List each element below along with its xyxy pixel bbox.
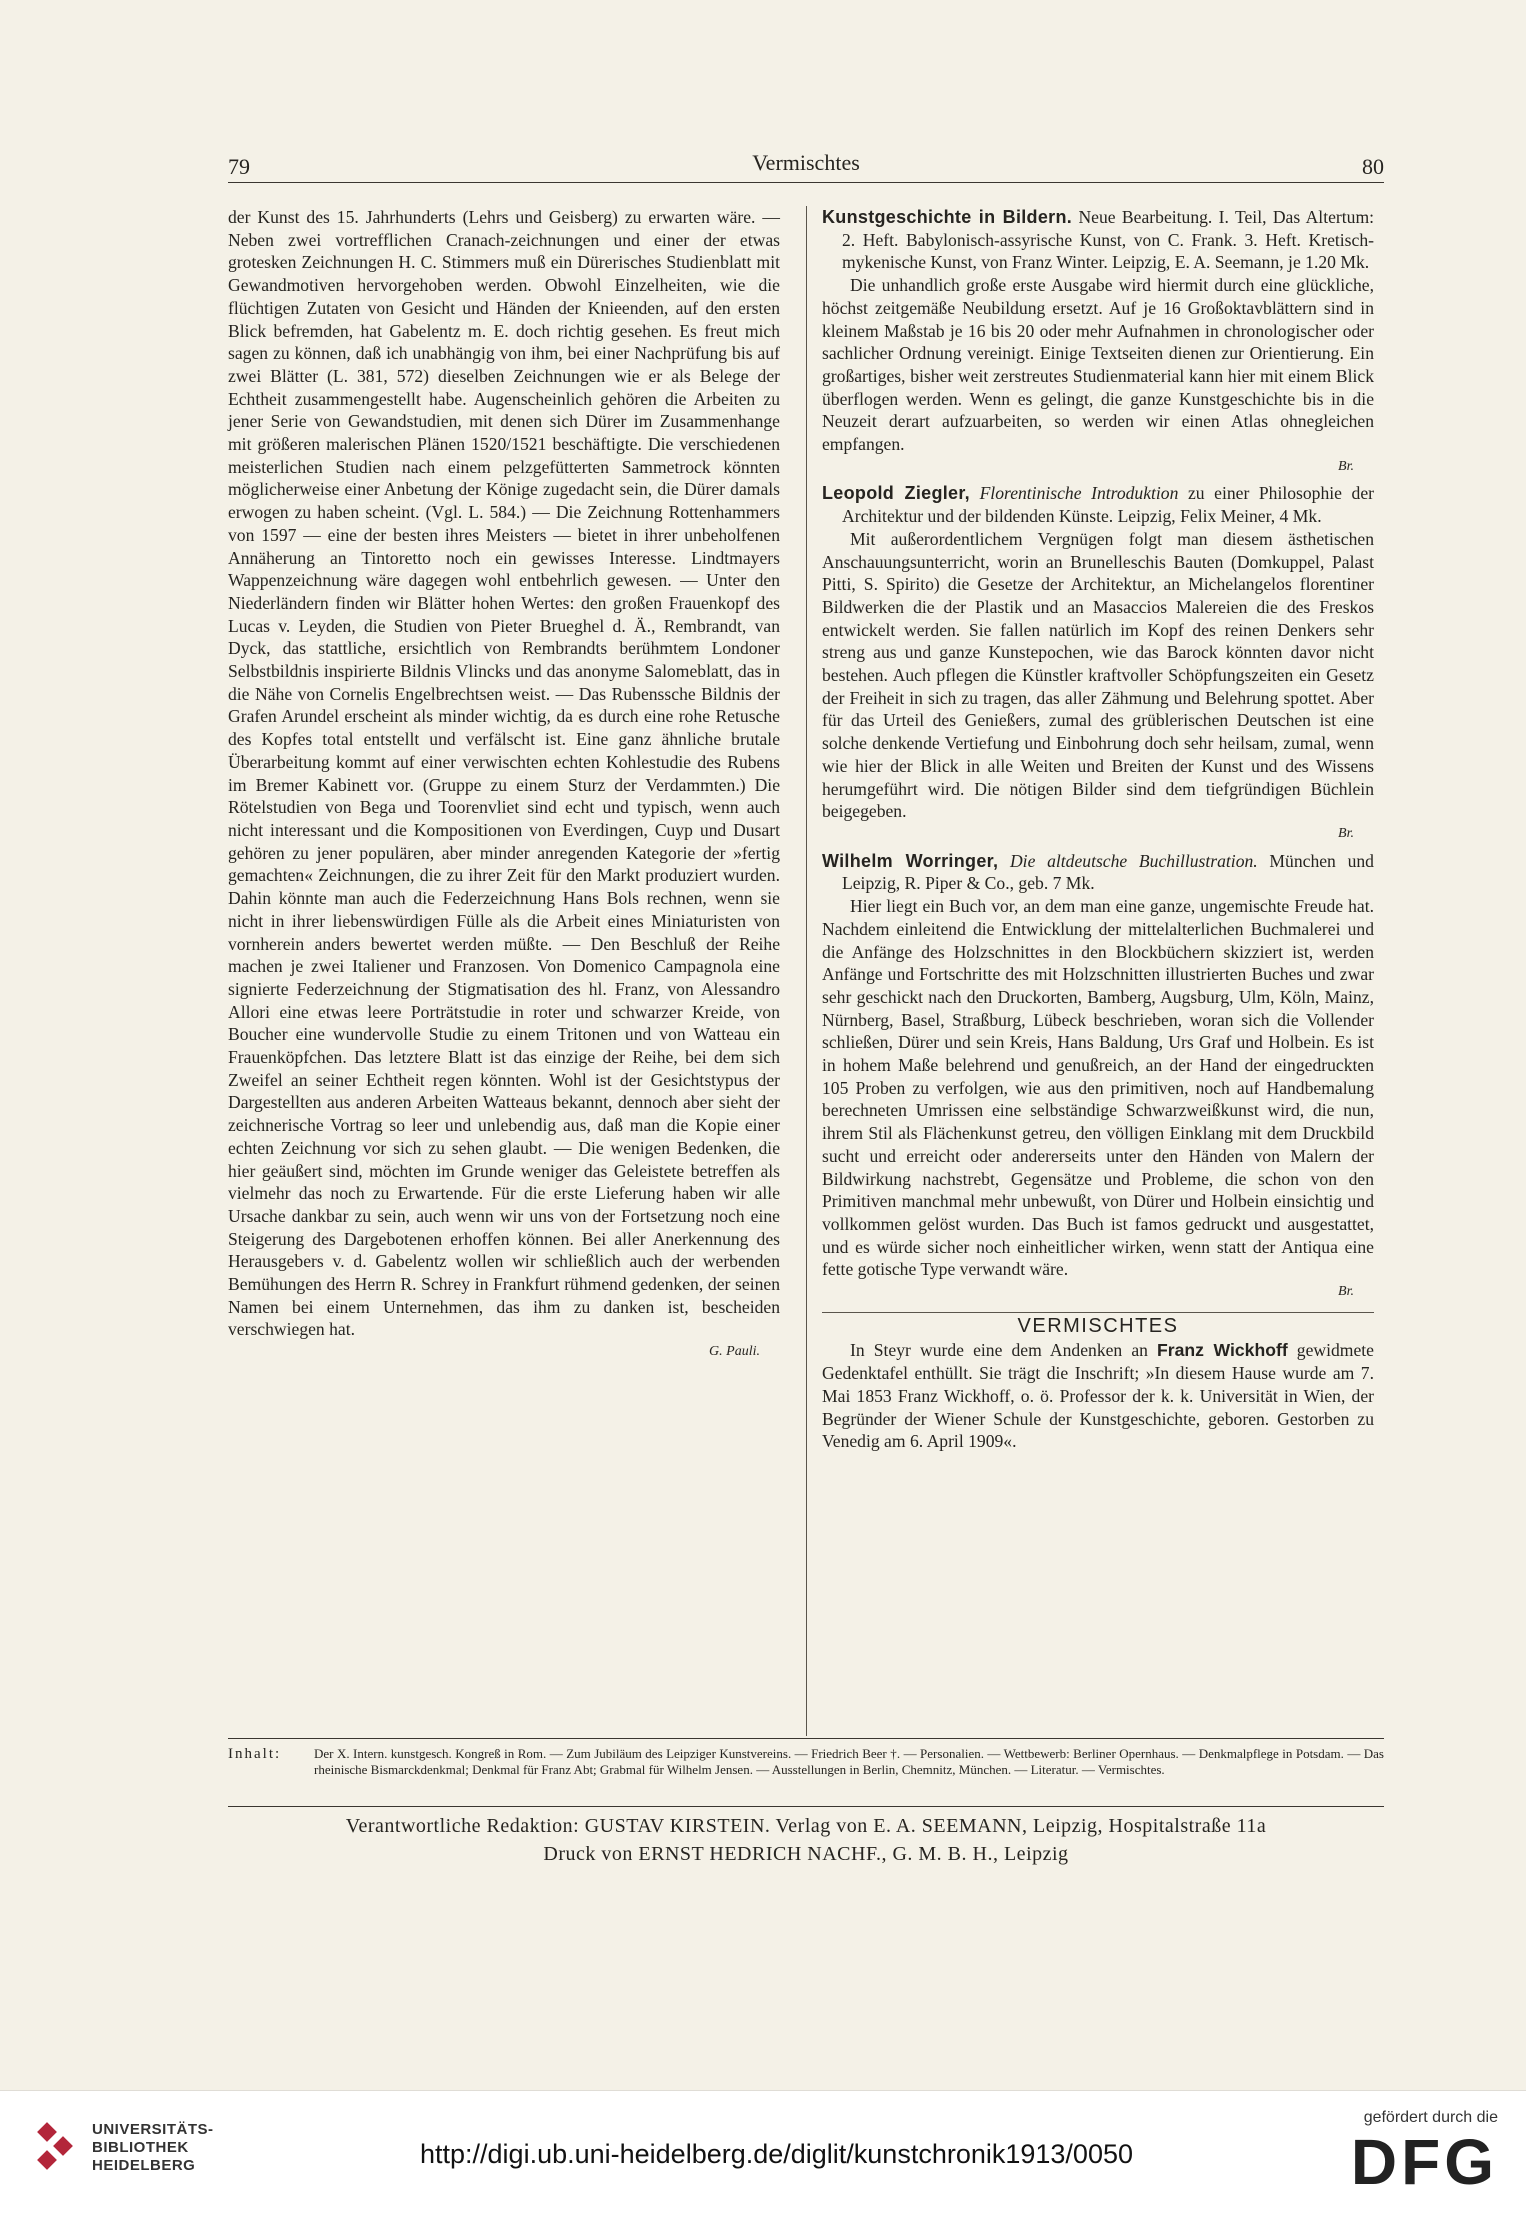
contents-text: Der X. Intern. kunstgesch. Kongreß in Rom. — Zum Jubiläum des Leipziger Kunstvereins. — Friedrich Beer †. — Personalien. — Wettbewerb: Berliner Opernhaus. — Denkmalpflege in Potsdam. — Das rheinische Bismarckdenkmal; Denkmal für Franz Abt; Grabmal für Wilhelm Jensen. — Ausstellungen in Berlin, Chemnitz, München. — Literatur. — Vermischtes. (314, 1746, 1384, 1777)
imprint-line-1: Verantwortliche Redaktion: GUSTAV KIRSTEIN. Verlag von E. A. SEEMANN, Leipzig, Hospitalstraße 11a (345, 1815, 1267, 1837)
review-3-citation: München und Leipzig, R. Piper & Co., geb. 7 Mk. (842, 850, 1374, 894)
page-header (228, 150, 1384, 184)
page-number-left: 79 (228, 154, 250, 179)
source-url-link[interactable]: http://digi.ub.uni-heidelberg.de/diglit/kunstchronik1913/0050 (420, 2139, 1133, 2169)
header-rule (228, 182, 1384, 183)
review-3-body: Hier liegt ein Buch vor, an dem man eine ganze, ungemischte Freude hat. Nachdem einleitend die Entwicklung der mittelalterlichen Buchmalerei und die Anfänge des Holzschnittes in den Blockbüchern skizziert ist, werden Anfänge und Fortschritte des mit Holzschnitten illustrierten Buches und zwar sehr geschickt nach den Druckorten, Bamberg, Augsburg, Ulm, Köln, Mainz, Nürnberg, Basel, Straßburg, Lübeck beschrieben, woran sich die Vollender schließen, Dürer und sein Kreis, Hans Baldung, Urs Graf und Holbein. Es ist in hohem Maße belehrend und genußreich, an der Hand der eingedruckten 105 Proben zu verfolgen, wie aus den primitiven, noch auf Handbemalung berechneten Umrissen eine selbständige Schwarzweißkunst wird, die nun, ihrem Stil als Flächenkunst getreu, den völligen Einklang mit dem Druckbild sucht und erreicht oder andererseits unter den Händen von Malern der Bildwirkung nachstrebt, Gegensätze und Probleme, die schon von den Primitiven manchmal mehr unbewußt, von Dürer und Holbein einsichtig und vollkommen gelöst wurden. Das Buch ist famos gedruckt und ausgestattet, und es würde sicher noch einheitlicher wirken, wenn statt der Antiqua eine fette gotische Type verwandt wäre. (822, 896, 1374, 1280)
imprint (228, 1812, 1384, 1868)
review-entry-3 (822, 850, 1374, 1304)
library-name-line-1: UNIVERSITÄTS- (92, 2121, 214, 2138)
notice-rest: gewidmete Gedenktafel enthüllt. Sie trägt die Inschrift; »In diesem Hause wurde am 7. Mai 1853 Franz Wickhoff, o. ö. Professor der k. k. Universität in Wien, der Begründer der Wiener Schule der Kunstgeschichte, geboren. Gestorben zu Venedig am 6. April 1909«. (822, 1340, 1374, 1452)
review-2-citation: zu einer Philosophie der Architektur und der bildenden Künste. Leipzig, Felix Meiner, 4 Mk. (842, 483, 1374, 527)
review-3-heading (822, 850, 1374, 895)
section-heading-vermischtes: VERMISCHTES (822, 1312, 1374, 1338)
notice-wickhoff (822, 1339, 1374, 1453)
digitization-footer (0, 2090, 1526, 2217)
review-entry-2 (822, 482, 1374, 845)
library-name-line-3: HEIDELBERG (92, 2157, 196, 2174)
imprint-rule (228, 1806, 1384, 1807)
review-1-citation: Neue Bearbeitung. I. Teil, Das Altertum: 2. Heft. Babylonisch-assyrische Kunst, von C. Frank. 3. Heft. Kretisch-mykenische Kunst, von Franz Winter. Leipzig, E. A. Seemann, je 1.20 Mk. (842, 207, 1375, 273)
notice-mid: wurde eine dem Andenken an (920, 1340, 1148, 1361)
author-signature: G. Pauli. (709, 1344, 760, 1360)
review-1-body: Die unhandlich große erste Ausgabe wird hiermit durch eine glückliche, höchst zeitgemäße Neubildung ersetzt. Auf je 16 Großoktavblättern sind in kleinem Maßstab je 16 bis 20 oder mehr Aufnahmen in chronologischer oder sachlicher Ordnung vereinigt. Einige Textseiten dienen zur Orientierung. Ein großartiges, bisher weit zerstreutes Studienmaterial kann hier mit einem Blick überflogen werden. Wenn es gelingt, die ganze Kunstgeschichte bis in die Neuzeit derart aufzuarbeiten, so werden wir einen Atlas ohnegleichen empfangen. (822, 275, 1374, 455)
left-column-text: der Kunst des 15. Jahrhunderts (Lehrs und Geisberg) zu erwarten wäre. — Neben zwei vortrefflichen Cranach-zeichnungen und einer der etwas grotesken Zeichnungen H. C. Stimmers muß ein Dürerisches Studienblatt mit Gewandmotiven hervorgehoben werden. Obwohl Einzelheiten, wie die flüchtigen Zutaten von Gesicht und Händen der Knieenden, auf den ersten Blick befremden, hat Gabelentz m. E. doch richtig gesehen. Es freut mich sagen zu können, daß ich unabhängig von ihm, bei einer Nachprüfung bis auf zwei Blätter (L. 381, 572) dieselben Zeichnungen wie er als Belege der Echtheit zusammengestellt habe. Augenscheinlich gehören die Arbeiten zu jener Serie von Gewandstudien, mit denen sich Dürer im Zusammenhange mit größeren malerischen Plänen 1520/1521 beschäftigte. Die verschiedenen meisterlichen Studien nach einem pelzgefütterten Sammetrock könnten möglicherweise einer Anbetung der Könige zugedacht sein, die Dürer damals erwogen zu haben scheint. (Vgl. L. 584.) — Die Zeichnung Rottenhammers von 1597 — eine der besten ihres Meisters — bietet in ihrer unbeholfenen Annäherung an Tintoretto noch ein gewisses Interesse. Lindtmayers Wappenzeichnung wäre dagegen wohl entbehrlich gewesen. — Unter den Niederländern finden wir Blätter hohen Wertes: den großen Frauenkopf des Lucas v. Leyden, die Studien von Pieter Brueghel d. Ä., Rembrandt, van Dyck, das stattliche, ersichtlich von Rembrandts berühmtem Londoner Selbstbildnis inspirierte Bildnis Vlincks und das anonyme Salomeblatt, das in die Nähe von Cornelis Engelbrechtsen weist. — Das Rubenssche Bildnis der Grafen Arundel erscheint als minder wichtig, da es durch eine rohe Retusche des Kopfes total entstellt und verfälscht ist. Eine ganz ähnliche brutale Überarbeitung kommt auf einer verwischten echten Kohlestudie des Rubens im Bremer Kabinett vor. (Gruppe zu einem Sturz der Verdammten.) Die Rötelstudien von Bega und Toorenvliet sind echt und typisch, wenn auch nicht interessant und die Kompositionen von Everdingen, Cuyp und Dusart gehören zu jener populären, aber minder anregenden Kategorie der »fertig gemachten« Zeichnungen, die zu ihrer Zeit für den Markt produziert wurden. Dahin könnte man auch die Federzeichnung Hans Bols rechnen, wenn sie nicht in ihrer liebenswürdigen Fülle als die Arbeit eines Miniaturisten von vornherein anders bewertet werden müßte. — Den Beschluß der Reihe machen je zwei Italiener und Franzosen. Von Domenico Campagnola eine signierte Federzeichnung der Stigmatisation des hl. Franz, von Alessandro Allori eine etwas leere Porträtstudie in roter und schwarzer Kreide, von Boucher eine wundervolle Studie zu einem Tritonen und von Watteau ein Frauenköpfchen. Das letztere Blatt ist das einzige der Reihe, bei dem sich Zweifel an seiner Echtheit regen könnten. Wohl ist der Gesichtstypus der Dargestellten aus anderen Arbeiten Watteaus bekannt, dennoch aber sieht der zeichnerische Vortrag so leer und unlebendig aus, daß man die Kopie einer echten Zeichnung vor sich zu sehen glaubt. — Die wenigen Bedenken, die hier geäußert sind, möchten im Grunde weniger das Geleistete betreffen als vielmehr das noch zu Erwartende. Für die erste Lieferung haben wir alle Ursache dankbar zu sein, auch wenn wir uns von der Fortsetzung noch eine Steigerung des Dargebotenen erhoffen können. Bei aller Anerkennung des Herausgebers v. d. Gabelentz wollen wir schließlich auch der werbenden Bemühungen des Herrn R. Schrey in Frankfurt rühmend gedenken, der seinen Namen bei einem Unternehmen, das ihm zu danken ist, bescheiden verschwiegen hat. (228, 207, 780, 1340)
review-2-signature: Br. (1338, 825, 1354, 841)
review-1-heading (822, 206, 1374, 274)
review-3-author: Wilhelm Worringer, (822, 850, 999, 871)
review-1-title: Kunstgeschichte in Bildern. (822, 207, 1073, 227)
review-3-signature: Br. (1338, 1284, 1354, 1300)
contents-rule (228, 1738, 1384, 1739)
dfg-logo: DFG (1350, 2126, 1498, 2198)
running-title: Vermischtes (752, 150, 860, 175)
page-number-right: 80 (1362, 154, 1384, 179)
left-column (228, 206, 780, 1364)
library-name-line-2: BIBLIOTHEK (92, 2139, 189, 2156)
review-2-book-title: Florentinische Introduktion (979, 483, 1179, 504)
review-2-body: Mit außerordentlichem Vergnügen folgt man diesem ästhetischen Anschauungsunterricht, worin an Brunelleschis Bauten (Domkuppel, Palast Pitti, S. Spirito) die Gesetze der Architektur, an Michelangelos florentiner Bildwerken die der Plastik und an Masaccios Malereien die des Freskos entwickelt werden. Sie fallen natürlich im Kopf des reinen Denkers sehr streng aus und ganze Kunstepochen, wie das Barock könnten davor nicht bestehen. Auch pflegen die Künstler kraftvoller Schöpfungszeiten ein Gesetz der Freiheit in sich zu tragen, das aller Zähmung und Belehrung spottet. Aber für das Urteil des Genießers, zumal des grüblerischen Deutschen ist eine solche denkende Vertiefung und Einbohrung doch sehr heilsam, zumal, wenn wie hier der Blick in alle Weiten und Breiten der Kunst und des Wissens herumgeführt wird. Die nötigen Bilder sind dem tiefgründigen Büchlein beigegeben. (822, 528, 1374, 822)
table-of-contents (228, 1746, 1384, 1778)
right-column (822, 206, 1374, 1453)
library-name (92, 2121, 214, 2175)
funded-by-text: gefördert durch die (1363, 2109, 1498, 2126)
library-logo-block[interactable] (36, 2119, 296, 2183)
review-2-heading (822, 482, 1374, 527)
column-divider (806, 206, 807, 1736)
contents-label: Inhalt: (228, 1746, 282, 1762)
review-2-author: Leopold Ziegler, (822, 483, 970, 504)
notice-lead: In Steyr (850, 1340, 911, 1361)
review-entry-1 (822, 206, 1374, 478)
university-library-logo-icon (36, 2119, 82, 2179)
review-1-signature: Br. (1338, 458, 1354, 474)
dfg-block[interactable] (1298, 2109, 1498, 2197)
review-3-book-title: Die altdeutsche Buchillustration. (1009, 850, 1258, 871)
imprint-line-2: Druck von ERNST HEDRICH NACHF., G. M. B. H., Leipzig (543, 1843, 1069, 1865)
notice-name: Franz Wickhoff (1157, 1340, 1288, 1361)
